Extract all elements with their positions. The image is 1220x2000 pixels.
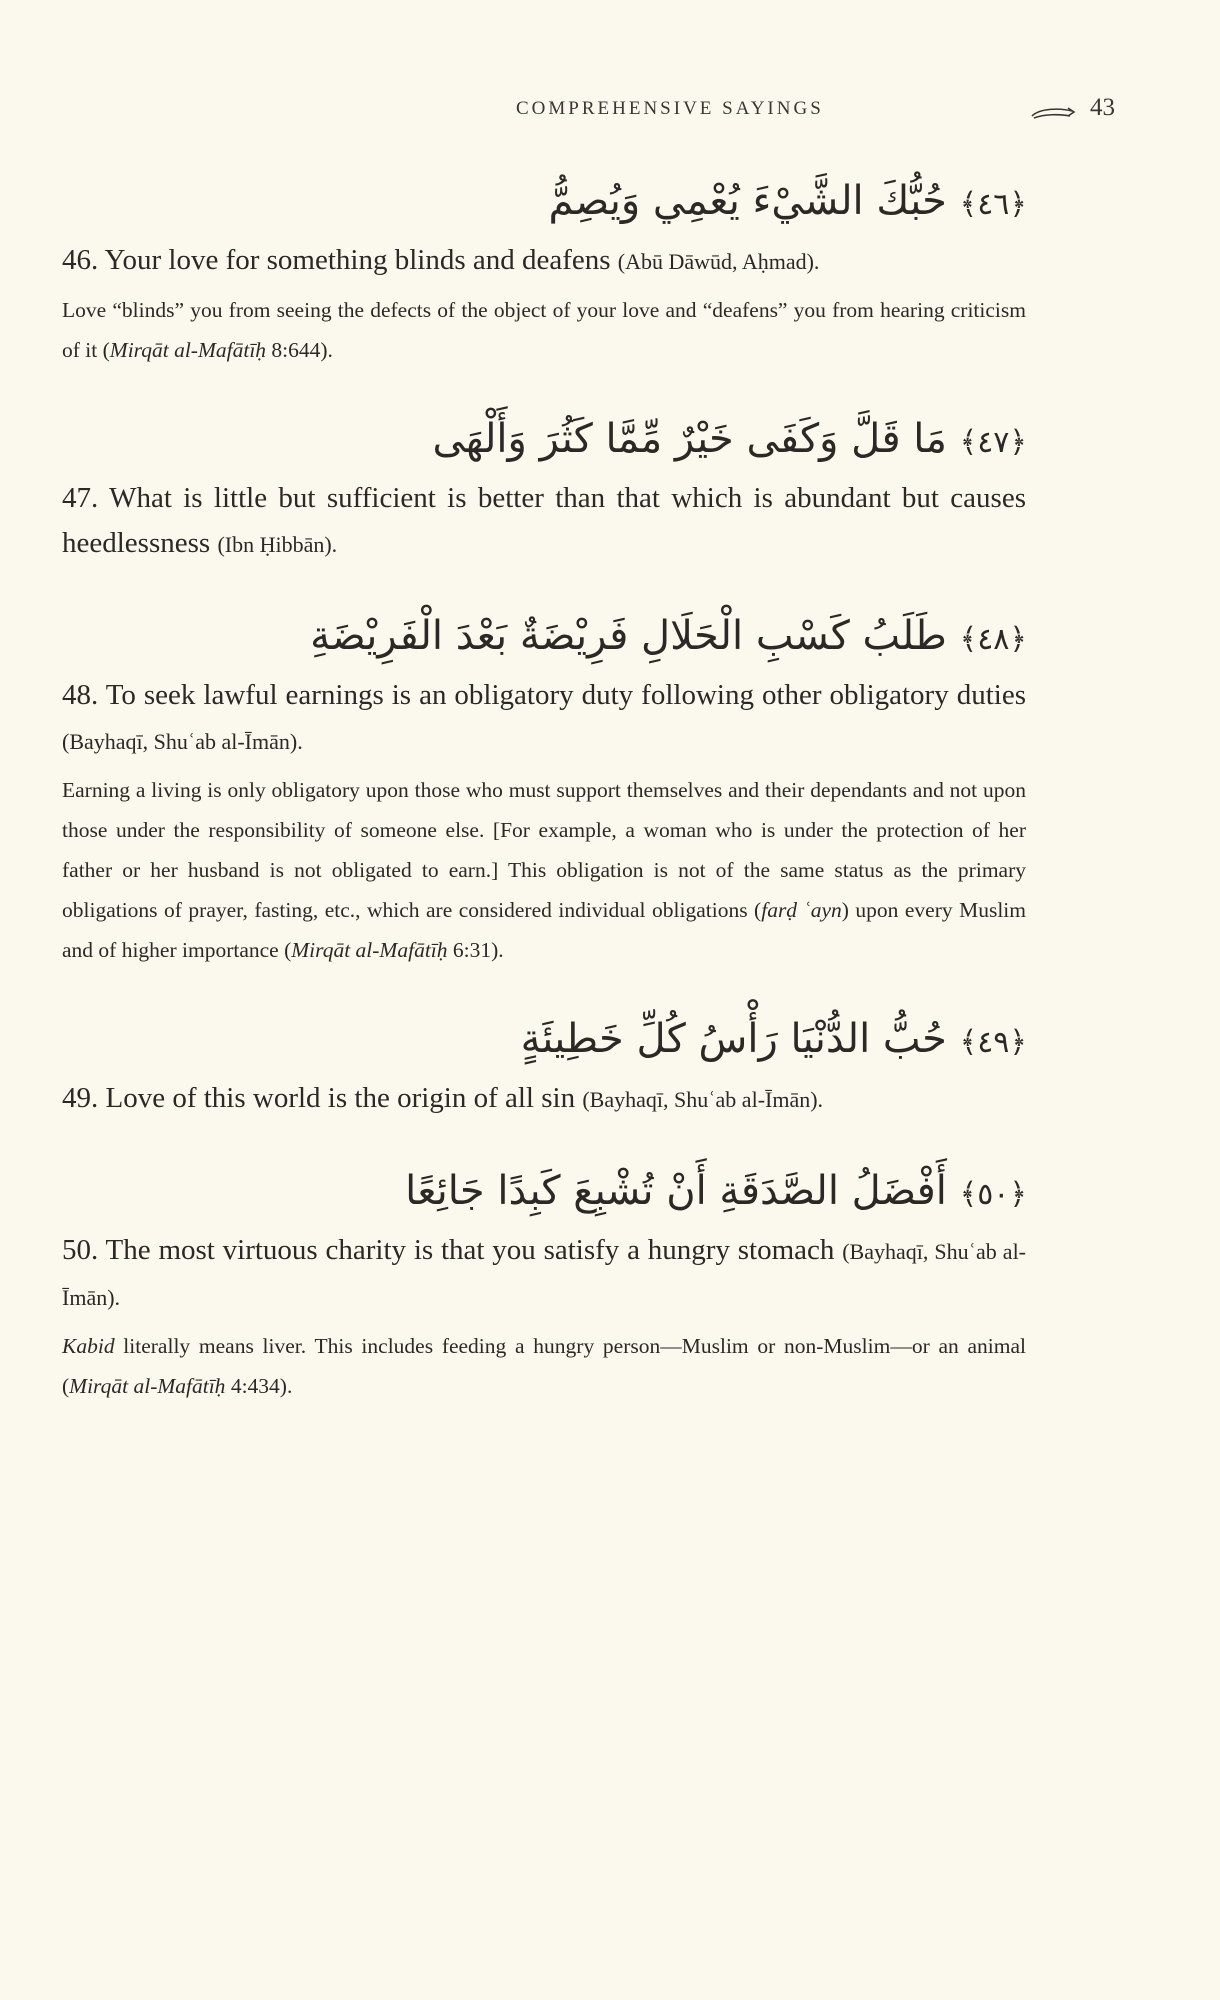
- english-translation: [62, 673, 1026, 764]
- commentary-segment: farḍ ʿayn: [761, 898, 842, 922]
- hadith-entry: [62, 1158, 1026, 1406]
- source-citation: (Bayhaqī, Shuʿab al-Īmān).: [582, 1087, 824, 1112]
- commentary: [62, 770, 1026, 970]
- entry-number: 50.: [62, 1234, 106, 1266]
- translation-text: The most virtuous charity is that you satisfy a hungry stomach: [105, 1234, 843, 1266]
- arabic-text: [62, 603, 1027, 673]
- commentary-segment: literally means liver. This includes feeding a hungry person—Muslim or non-Muslim—or an animal (: [62, 1334, 1026, 1398]
- arabic-number: ﴿٤٦﴾: [959, 187, 1027, 222]
- running-head: COMPREHENSIVE SAYINGS: [516, 98, 824, 119]
- arabic-text: [62, 1158, 1027, 1228]
- commentary-segment: Mirqāt al-Mafātīḥ: [69, 1374, 226, 1398]
- english-translation: [62, 1228, 1026, 1320]
- commentary-segment: ) upon every Muslim and of higher importance (: [62, 898, 1027, 962]
- english-translation: [62, 238, 1026, 284]
- translation-text: To seek lawful earnings is an obligatory duty following other obligatory duties: [105, 679, 1026, 711]
- commentary-segment: 4:434).: [225, 1374, 293, 1398]
- arabic-number: ﴿٥٠﴾: [959, 1177, 1027, 1212]
- arabic-number: ﴿٤٨﴾: [959, 622, 1027, 657]
- source-citation: (Bayhaqī, Shuʿab al-Īmān).: [62, 729, 303, 754]
- commentary-segment: Mirqāt al-Mafātīḥ: [109, 338, 267, 362]
- commentary-segment: 8:644).: [266, 338, 333, 362]
- source-citation: (Bayhaqī, Shuʿab al-Īmān).: [62, 1239, 1027, 1310]
- source-citation: (Abū Dāwūd, Aḥmad).: [617, 249, 820, 274]
- arabic-number: ﴿٤٩﴾: [959, 1025, 1027, 1060]
- english-translation: [62, 1076, 1026, 1122]
- english-translation: [62, 476, 1026, 567]
- page-number: 43: [1090, 94, 1115, 121]
- arabic-saying: حُبُّكَ الشَّيْءَ يُعْمِي وَيُصِمُّ: [548, 178, 960, 224]
- translation-text: Love of this world is the origin of all sin: [105, 1082, 583, 1114]
- hadith-entry: [62, 1006, 1026, 1122]
- entry-number: 49.: [62, 1082, 106, 1114]
- entry-number: 48.: [62, 679, 106, 711]
- translation-text: Your love for something blinds and deafens: [104, 244, 618, 276]
- arabic-saying: حُبُّ الدُّنْيَا رَأْسُ كُلِّ خَطِيئَةٍ: [520, 1016, 960, 1062]
- source-citation: (Ibn Ḥibbān).: [217, 532, 338, 557]
- hadith-entry: [62, 603, 1026, 970]
- entry-number: 47.: [62, 482, 110, 514]
- arabic-saying: طَلَبُ كَسْبِ الْحَلَالِ فَرِيْضَةٌ بَعْدَ الْفَرِيْضَةِ: [310, 613, 960, 659]
- commentary-segment: Kabid: [62, 1334, 115, 1358]
- hadith-entry: [62, 168, 1026, 370]
- hadith-entry: [62, 406, 1026, 567]
- commentary: [62, 290, 1026, 370]
- page-header: [0, 94, 1220, 128]
- commentary-segment: Earning a living is only obligatory upon those who must support themselves and their dependants and not upon those under the responsibility of someone else. [For example, a woman who is under the protection of her father or her husband is not obligated to earn.] This obligation is not of the same status as the primary obligations of prayer, fasting, etc., which are considered individual obligations (: [62, 778, 1026, 922]
- arabic-text: [62, 168, 1027, 238]
- entry-number: 46.: [62, 244, 105, 276]
- arabic-number: ﴿٤٧﴾: [959, 425, 1027, 460]
- page-body: [62, 168, 1026, 1442]
- arabic-saying: أَفْضَلُ الصَّدَقَةِ أَنْ تُشْبِعَ كَبِدًا جَائِعًا: [405, 1168, 960, 1214]
- translation-text: What is little but sufficient is better than that which is abundant but causes heedlessness: [62, 482, 1026, 559]
- commentary-segment: Mirqāt al-Mafātīḥ: [291, 938, 448, 962]
- commentary-segment: 6:31).: [447, 938, 504, 962]
- commentary: [62, 1326, 1026, 1406]
- arabic-text: [62, 1006, 1027, 1076]
- scroll-ornament-icon: [1030, 104, 1076, 122]
- commentary-segment: Love “blinds” you from seeing the defects of the object of your love and “deafens” you from hearing criticism of it (: [62, 298, 1026, 362]
- arabic-text: [62, 406, 1027, 476]
- arabic-saying: مَا قَلَّ وَكَفَى خَيْرٌ مِّمَّا كَثُرَ وَأَلْهَى: [432, 416, 960, 462]
